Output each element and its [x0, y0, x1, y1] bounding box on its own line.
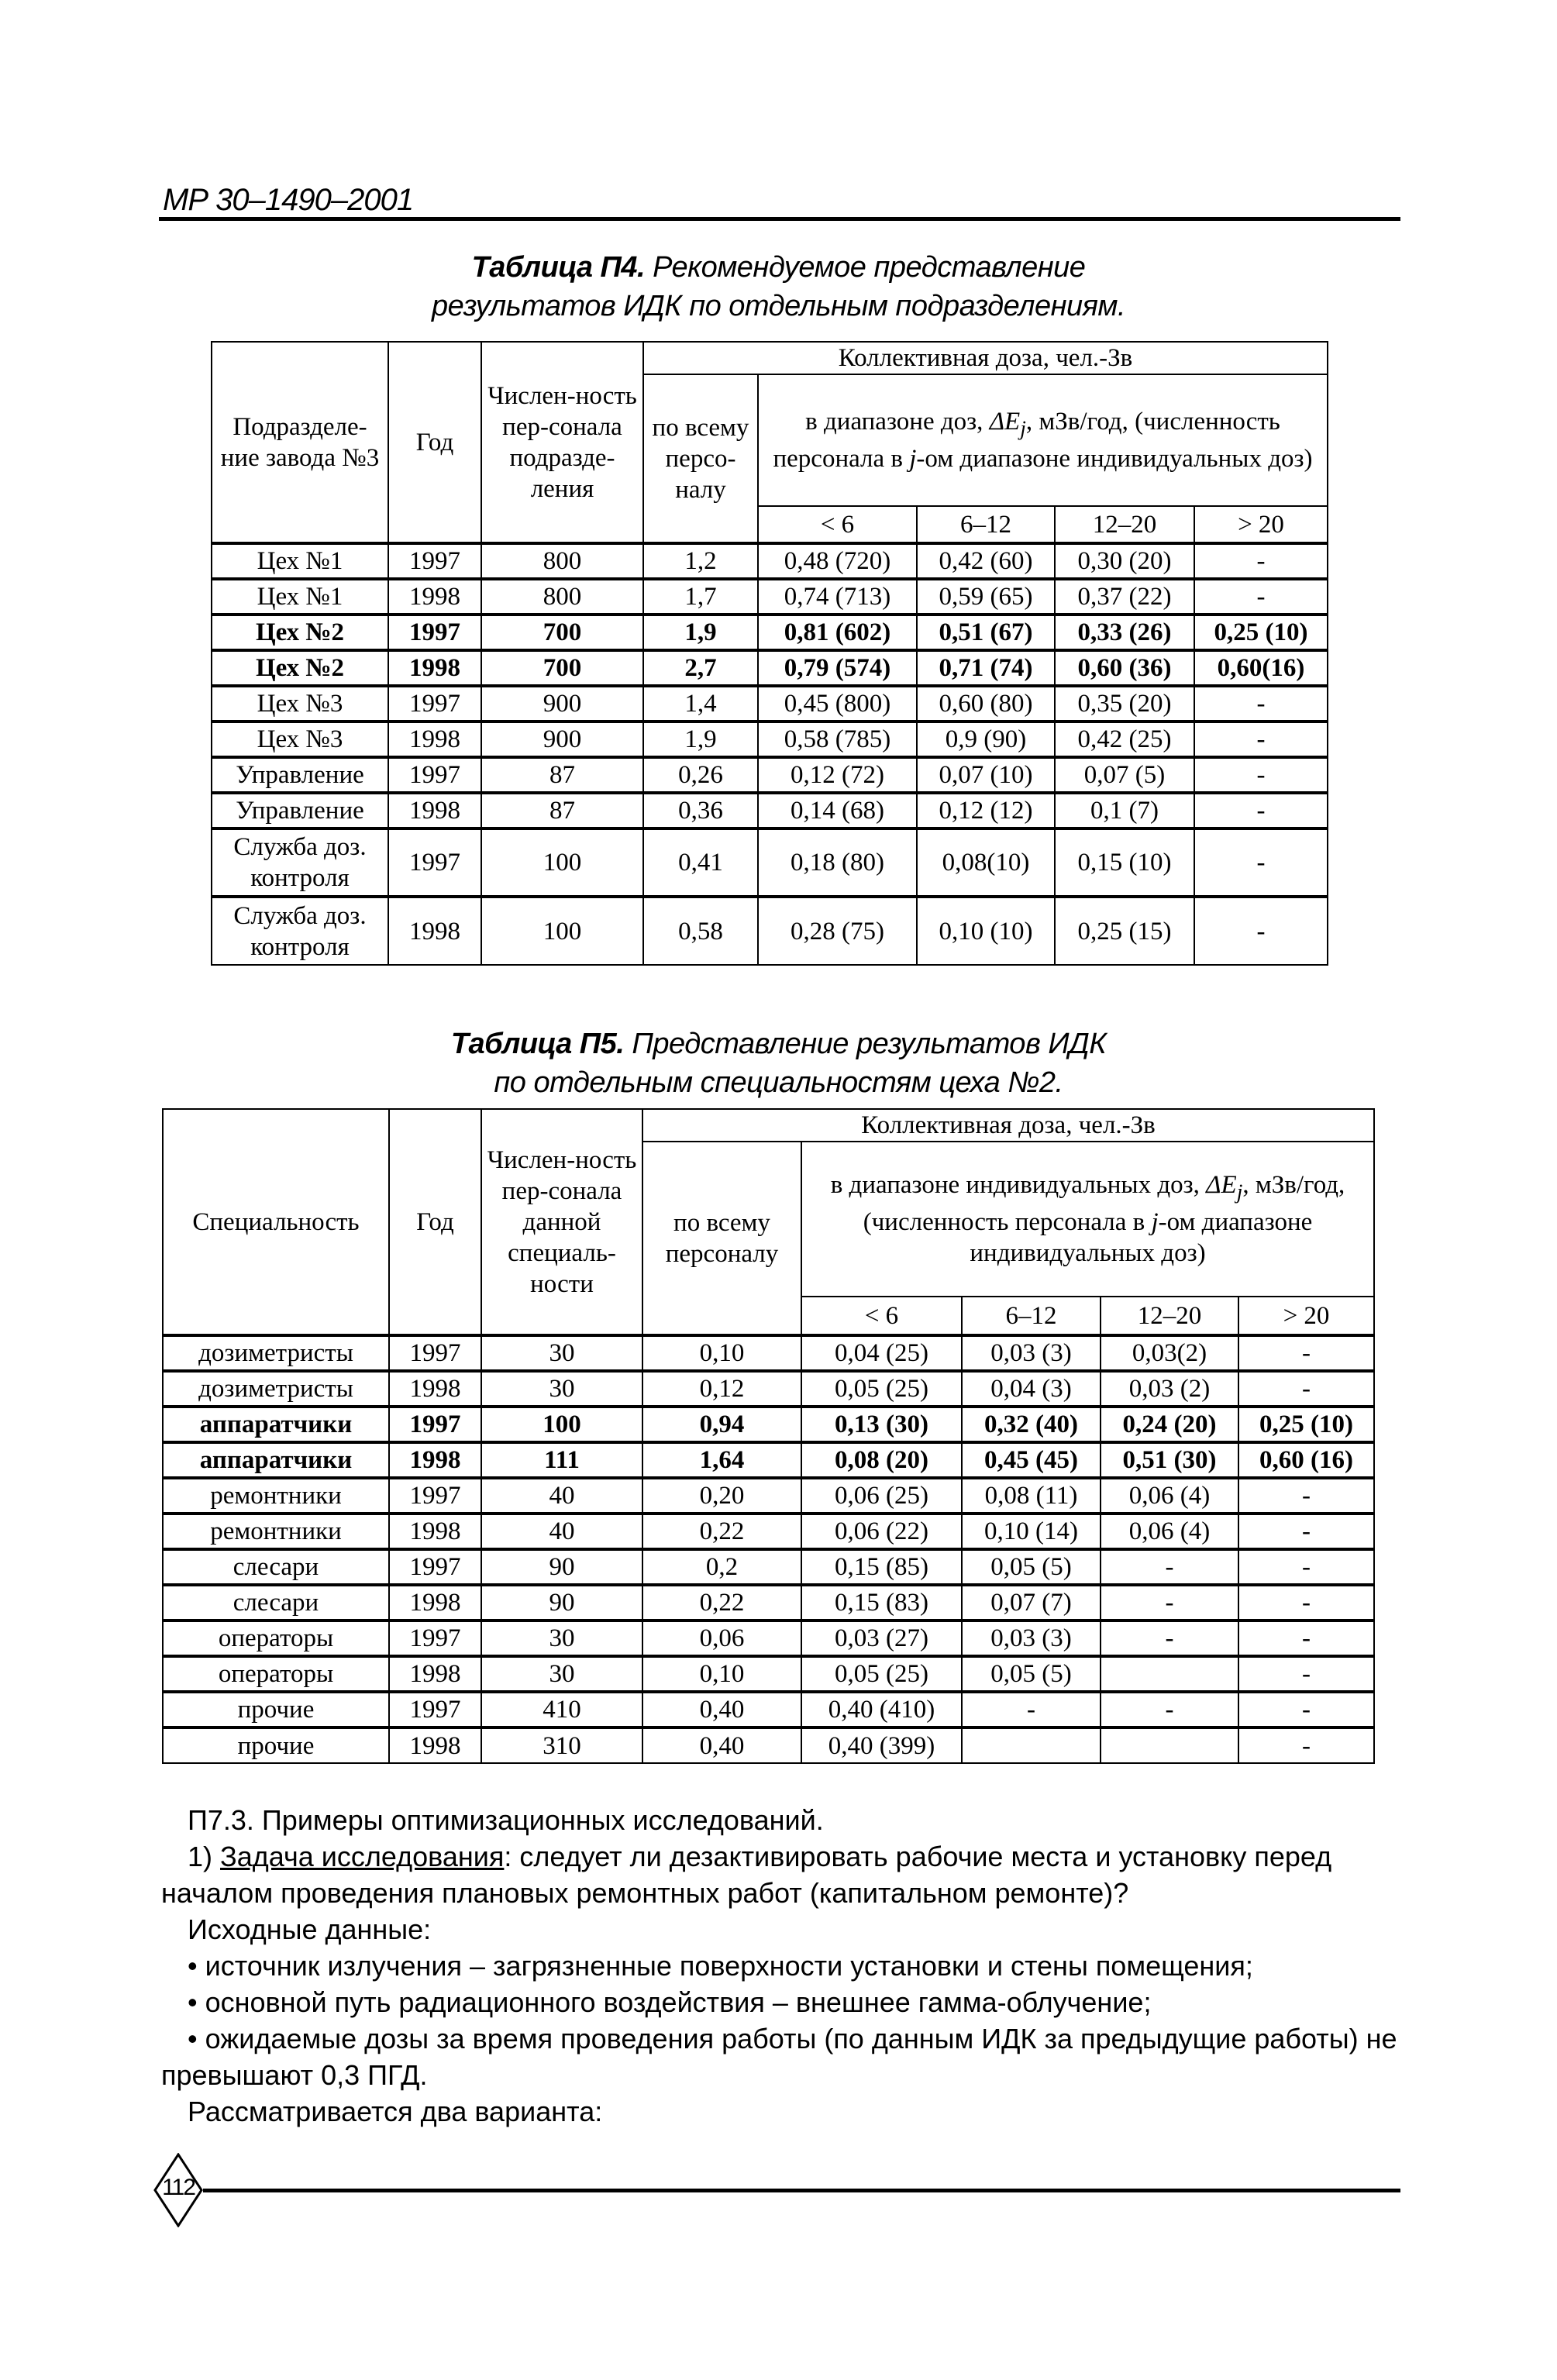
header-collective-dose: Коллективная доза, чел.-Зв: [643, 342, 1328, 374]
cell-r1: 0,40 (410): [801, 1692, 962, 1727]
table-p4: [211, 341, 1328, 966]
cell-r4: -: [1238, 1478, 1374, 1514]
cell-r2: 0,10 (10): [917, 897, 1055, 965]
table-p4-caption: [0, 248, 1557, 325]
cell-year: 1997: [388, 686, 481, 722]
cell-year: 1998: [389, 1371, 481, 1407]
cell-r3: -: [1101, 1692, 1238, 1727]
table-row: [212, 579, 1328, 615]
cell-r3: 0,60 (36): [1055, 650, 1194, 686]
cell-total: 0,22: [642, 1514, 801, 1549]
cell-spec: ремонтники: [163, 1478, 389, 1514]
bullet-item: • основной путь радиационного воздействия – внешнее гамма-облучение;: [188, 1986, 1152, 2018]
table-p4-body: [212, 543, 1328, 965]
cell-r1: 0,28 (75): [758, 897, 917, 965]
table-row: [163, 1727, 1374, 1763]
cell-r4: -: [1238, 1514, 1374, 1549]
cell-unit: Цех №2: [212, 650, 388, 686]
header-range-3: 12–20: [1055, 506, 1194, 543]
cell-r2: 0,03 (3): [962, 1335, 1101, 1371]
cell-staff: 40: [481, 1478, 642, 1514]
cell-spec: прочие: [163, 1727, 389, 1763]
cell-year: 1998: [388, 793, 481, 828]
cell-r2: 0,07 (7): [962, 1585, 1101, 1621]
cell-r3: 0,30 (20): [1055, 543, 1194, 579]
research-task: 1) Задача исследования: следует ли дезактивировать рабочие места и установку перед началом проведения плановых ремонтных работ (капитальном ремонте)?: [161, 1841, 1332, 1909]
cell-r3: [1101, 1656, 1238, 1692]
cell-year: 1998: [389, 1727, 481, 1763]
cell-r1: 0,81 (602): [758, 615, 917, 650]
cell-r1: 0,15 (83): [801, 1585, 962, 1621]
cell-staff: 900: [481, 686, 643, 722]
table-row: [212, 828, 1328, 897]
cell-r3: [1101, 1727, 1238, 1763]
cell-staff: 90: [481, 1549, 642, 1585]
header-year: Год: [388, 342, 481, 543]
cell-total: 1,9: [643, 615, 758, 650]
cell-r4: -: [1194, 828, 1328, 897]
cell-year: 1997: [388, 828, 481, 897]
cell-spec: слесари: [163, 1549, 389, 1585]
cell-total: 1,2: [643, 543, 758, 579]
cell-r1: 0,79 (574): [758, 650, 917, 686]
cell-r4: -: [1238, 1371, 1374, 1407]
cell-r3: 0,37 (22): [1055, 579, 1194, 615]
table-row: [212, 615, 1328, 650]
section-text: [161, 1802, 1409, 2130]
cell-staff: 30: [481, 1656, 642, 1692]
header-range-1: < 6: [758, 506, 917, 543]
table-row: [163, 1371, 1374, 1407]
cell-staff: 90: [481, 1585, 642, 1621]
cell-unit: Управление: [212, 793, 388, 828]
table-p5: [162, 1108, 1375, 1764]
table-p5-caption: [0, 1025, 1557, 1102]
cell-r3: 0,33 (26): [1055, 615, 1194, 650]
cell-staff: 30: [481, 1335, 642, 1371]
cell-total: 0,12: [642, 1371, 801, 1407]
cell-r3: 0,03 (2): [1101, 1371, 1238, 1407]
cell-r3: 0,06 (4): [1101, 1514, 1238, 1549]
cell-r1: 0,05 (25): [801, 1371, 962, 1407]
cell-year: 1997: [388, 757, 481, 793]
cell-staff: 87: [481, 757, 643, 793]
cell-year: 1997: [389, 1549, 481, 1585]
header-range-2: 6–12: [917, 506, 1055, 543]
table-row: [163, 1692, 1374, 1727]
table-p4-caption-label: Таблица П4.: [471, 251, 646, 284]
header-total-dose: по всему персоналу: [642, 1142, 801, 1335]
cell-r3: 0,24 (20): [1101, 1407, 1238, 1442]
table-row: [212, 650, 1328, 686]
cell-unit: Цех №2: [212, 615, 388, 650]
table-row: [212, 897, 1328, 965]
cell-year: 1998: [388, 650, 481, 686]
cell-spec: аппаратчики: [163, 1407, 389, 1442]
cell-year: 1998: [389, 1514, 481, 1549]
cell-unit: Цех №1: [212, 579, 388, 615]
header-dose-range: в диапазоне индивидуальных доз, $\Delta E_j$, мЗв/год, (численность персонала в j-ом диапазоне индивидуальных доз): [801, 1142, 1374, 1297]
bullet-item: • источник излучения – загрязненные поверхности установки и стены помещения;: [188, 1950, 1253, 1982]
cell-r1: 0,15 (85): [801, 1549, 962, 1585]
table-row: [163, 1478, 1374, 1514]
cell-spec: операторы: [163, 1621, 389, 1656]
cell-spec: дозиметристы: [163, 1371, 389, 1407]
cell-total: 0,10: [642, 1335, 801, 1371]
research-task-label: Задача исследования: [220, 1841, 505, 1872]
footer-rule: [203, 2189, 1400, 2192]
cell-spec: слесари: [163, 1585, 389, 1621]
cell-year: 1997: [388, 615, 481, 650]
table-row: [212, 793, 1328, 828]
cell-unit: Управление: [212, 757, 388, 793]
cell-r2: -: [962, 1692, 1101, 1727]
cell-r1: 0,48 (720): [758, 543, 917, 579]
table-row: [163, 1442, 1374, 1478]
cell-year: 1998: [389, 1442, 481, 1478]
cell-staff: 800: [481, 543, 643, 579]
cell-r3: -: [1101, 1621, 1238, 1656]
header-staff: Числен-ность пер-сонала подразде-ления: [481, 342, 643, 543]
cell-r4: -: [1194, 543, 1328, 579]
cell-r3: 0,03(2): [1101, 1335, 1238, 1371]
cell-r3: 0,1 (7): [1055, 793, 1194, 828]
table-row: [163, 1621, 1374, 1656]
cell-staff: 30: [481, 1371, 642, 1407]
cell-r1: 0,45 (800): [758, 686, 917, 722]
cell-r1: 0,58 (785): [758, 722, 917, 757]
table-row: [212, 722, 1328, 757]
header-total-dose: по всему персо-налу: [643, 374, 758, 543]
cell-unit: Цех №3: [212, 722, 388, 757]
cell-r4: -: [1238, 1727, 1374, 1763]
cell-total: 0,22: [642, 1585, 801, 1621]
cell-r4: -: [1194, 686, 1328, 722]
header-year: Год: [389, 1109, 481, 1335]
cell-r1: 0,05 (25): [801, 1656, 962, 1692]
cell-r4: -: [1238, 1621, 1374, 1656]
cell-r2: 0,05 (5): [962, 1656, 1101, 1692]
bullet-item: • ожидаемые дозы за время проведения работы (по данным ИДК за предыдущие работы) не превышают 0,3 ПГД.: [161, 2023, 1397, 2091]
cell-year: 1997: [389, 1692, 481, 1727]
cell-r2: [962, 1727, 1101, 1763]
cell-total: 0,20: [642, 1478, 801, 1514]
cell-r2: 0,03 (3): [962, 1621, 1101, 1656]
cell-total: 0,94: [642, 1407, 801, 1442]
cell-year: 1997: [389, 1478, 481, 1514]
cell-r1: 0,14 (68): [758, 793, 917, 828]
cell-r4: -: [1194, 722, 1328, 757]
cell-spec: ремонтники: [163, 1514, 389, 1549]
table-row: [163, 1585, 1374, 1621]
cell-total: 0,58: [643, 897, 758, 965]
header-range-2: 6–12: [962, 1297, 1101, 1335]
cell-r3: 0,42 (25): [1055, 722, 1194, 757]
cell-total: 0,2: [642, 1549, 801, 1585]
cell-r4: 0,25 (10): [1238, 1407, 1374, 1442]
cell-year: 1998: [389, 1656, 481, 1692]
cell-r3: 0,07 (5): [1055, 757, 1194, 793]
header-range-4: > 20: [1194, 506, 1328, 543]
closing-text: Рассматривается два варианта:: [188, 2096, 603, 2127]
cell-r4: 0,60 (16): [1238, 1442, 1374, 1478]
cell-staff: 700: [481, 615, 643, 650]
header-dose-range: в диапазоне доз, $\Delta E_j$, мЗв/год, (численность персонала в j-ом диапазоне индивидуальных доз): [758, 374, 1328, 506]
cell-r3: 0,25 (15): [1055, 897, 1194, 965]
cell-total: 0,40: [642, 1692, 801, 1727]
cell-total: 0,40: [642, 1727, 801, 1763]
cell-year: 1997: [388, 543, 481, 579]
header-specialty: Специальность: [163, 1109, 389, 1335]
cell-staff: 100: [481, 1407, 642, 1442]
header-unit: Подразделе-ние завода №3: [212, 342, 388, 543]
cell-r1: 0,06 (25): [801, 1478, 962, 1514]
cell-r4: -: [1238, 1549, 1374, 1585]
cell-r2: 0,60 (80): [917, 686, 1055, 722]
cell-r1: 0,04 (25): [801, 1335, 962, 1371]
cell-year: 1998: [388, 722, 481, 757]
cell-r4: 0,60(16): [1194, 650, 1328, 686]
cell-r2: 0,59 (65): [917, 579, 1055, 615]
cell-spec: прочие: [163, 1692, 389, 1727]
table-row: [163, 1656, 1374, 1692]
cell-r3: 0,06 (4): [1101, 1478, 1238, 1514]
document-code: МР 30–1490–2001: [163, 183, 414, 217]
cell-staff: 310: [481, 1727, 642, 1763]
cell-r3: 0,15 (10): [1055, 828, 1194, 897]
table-row: [212, 686, 1328, 722]
cell-staff: 111: [481, 1442, 642, 1478]
cell-r4: 0,25 (10): [1194, 615, 1328, 650]
cell-r1: 0,03 (27): [801, 1621, 962, 1656]
cell-r1: 0,74 (713): [758, 579, 917, 615]
cell-r4: -: [1238, 1656, 1374, 1692]
cell-staff: 900: [481, 722, 643, 757]
table-row: [212, 757, 1328, 793]
cell-staff: 87: [481, 793, 643, 828]
header-range-3: 12–20: [1101, 1297, 1238, 1335]
section-heading: П7.3. Примеры оптимизационных исследований.: [188, 1804, 824, 1836]
cell-total: 0,41: [643, 828, 758, 897]
cell-r2: 0,51 (67): [917, 615, 1055, 650]
cell-r3: -: [1101, 1549, 1238, 1585]
cell-r2: 0,32 (40): [962, 1407, 1101, 1442]
cell-total: 0,36: [643, 793, 758, 828]
table-row: [163, 1335, 1374, 1371]
cell-staff: 40: [481, 1514, 642, 1549]
cell-r1: 0,18 (80): [758, 828, 917, 897]
cell-r4: -: [1238, 1692, 1374, 1727]
table-p5-caption-line1: Представление результатов ИДК: [624, 1028, 1107, 1060]
table-p5-caption-line2: по отдельным специальностям цеха №2.: [494, 1066, 1063, 1099]
table-p4-caption-line1: Рекомендуемое представление: [645, 251, 1086, 284]
initial-data-label: Исходные данные:: [188, 1913, 432, 1945]
cell-total: 1,4: [643, 686, 758, 722]
cell-r4: -: [1238, 1585, 1374, 1621]
cell-year: 1997: [389, 1621, 481, 1656]
cell-unit: Служба доз. контроля: [212, 897, 388, 965]
cell-year: 1998: [389, 1585, 481, 1621]
header-collective-dose: Коллективная доза, чел.-Зв: [642, 1109, 1374, 1142]
cell-spec: дозиметристы: [163, 1335, 389, 1371]
cell-year: 1998: [388, 897, 481, 965]
cell-unit: Цех №3: [212, 686, 388, 722]
table-row: [163, 1407, 1374, 1442]
table-row: [212, 543, 1328, 579]
cell-total: 2,7: [643, 650, 758, 686]
cell-staff: 100: [481, 897, 643, 965]
table-p5-caption-label: Таблица П5.: [450, 1028, 625, 1060]
header-rule: [159, 217, 1400, 221]
header-staff: Числен-ность пер-сонала данной специаль-ности: [481, 1109, 642, 1335]
cell-r2: 0,07 (10): [917, 757, 1055, 793]
cell-r4: -: [1238, 1335, 1374, 1371]
cell-r1: 0,40 (399): [801, 1727, 962, 1763]
cell-r2: 0,9 (90): [917, 722, 1055, 757]
cell-year: 1998: [388, 579, 481, 615]
cell-staff: 30: [481, 1621, 642, 1656]
table-row: [163, 1514, 1374, 1549]
cell-r4: -: [1194, 757, 1328, 793]
cell-r2: 0,08 (11): [962, 1478, 1101, 1514]
cell-r2: 0,12 (12): [917, 793, 1055, 828]
cell-total: 0,10: [642, 1656, 801, 1692]
cell-unit: Служба доз. контроля: [212, 828, 388, 897]
cell-staff: 410: [481, 1692, 642, 1727]
cell-total: 1,7: [643, 579, 758, 615]
cell-year: 1997: [389, 1407, 481, 1442]
cell-total: 1,64: [642, 1442, 801, 1478]
cell-r2: 0,42 (60): [917, 543, 1055, 579]
cell-r1: 0,08 (20): [801, 1442, 962, 1478]
cell-r1: 0,06 (22): [801, 1514, 962, 1549]
header-range-4: > 20: [1238, 1297, 1374, 1335]
cell-r2: 0,05 (5): [962, 1549, 1101, 1585]
cell-r3: 0,51 (30): [1101, 1442, 1238, 1478]
cell-r4: -: [1194, 793, 1328, 828]
cell-r1: 0,13 (30): [801, 1407, 962, 1442]
table-row: [163, 1549, 1374, 1585]
cell-r3: 0,35 (20): [1055, 686, 1194, 722]
cell-total: 1,9: [643, 722, 758, 757]
cell-staff: 100: [481, 828, 643, 897]
cell-r3: -: [1101, 1585, 1238, 1621]
cell-total: 0,06: [642, 1621, 801, 1656]
cell-r1: 0,12 (72): [758, 757, 917, 793]
cell-r2: 0,08(10): [917, 828, 1055, 897]
cell-total: 0,26: [643, 757, 758, 793]
cell-staff: 700: [481, 650, 643, 686]
cell-staff: 800: [481, 579, 643, 615]
page-number: 112: [162, 2175, 195, 2200]
cell-spec: операторы: [163, 1656, 389, 1692]
cell-year: 1997: [389, 1335, 481, 1371]
table-p4-caption-line2: результатов ИДК по отдельным подразделениям.: [431, 290, 1126, 322]
cell-unit: Цех №1: [212, 543, 388, 579]
cell-spec: аппаратчики: [163, 1442, 389, 1478]
cell-r4: -: [1194, 897, 1328, 965]
cell-r2: 0,10 (14): [962, 1514, 1101, 1549]
cell-r2: 0,45 (45): [962, 1442, 1101, 1478]
cell-r2: 0,71 (74): [917, 650, 1055, 686]
header-range-1: < 6: [801, 1297, 962, 1335]
cell-r4: -: [1194, 579, 1328, 615]
table-p5-body: [163, 1335, 1374, 1763]
page-number-badge: [153, 2153, 203, 2227]
cell-r2: 0,04 (3): [962, 1371, 1101, 1407]
